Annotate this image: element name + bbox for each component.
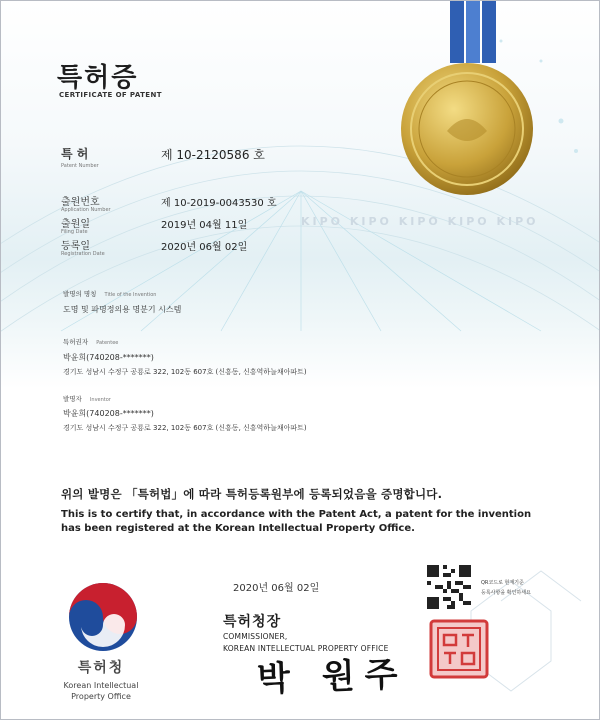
kipo-watermark: KIPO KIPO KIPO KIPO KIPO [301, 215, 539, 228]
filing-date-label: 출원일 [61, 219, 90, 230]
patentee-name: 박윤희(740208-*******) [63, 353, 154, 362]
qr-caption-line-2: 등록사항을 확인하세요 [481, 590, 531, 596]
patentee-label-group [63, 337, 118, 346]
qr-code-icon [427, 565, 471, 609]
inventor-address: 경기도 성남시 수정구 공룡로 322, 102동 607호 (신흥동, 신흥역하늘채아파트) [63, 424, 307, 432]
patentee-label-english: Patentee [96, 340, 119, 346]
kipo-name-english-line-1: Korean Intellectual [63, 681, 139, 690]
invention-label-english: Title of the Invention [104, 292, 157, 298]
invention-label: 발명의 명칭 [63, 290, 97, 298]
official-stamp-icon [429, 619, 489, 679]
patent-number-label-english: Patent Number [61, 163, 99, 169]
inventor-label: 발명자 [63, 395, 82, 403]
registration-date-label: 등록일 [61, 241, 90, 252]
commissioner-title: 특허청장 [223, 614, 282, 630]
application-number-label-english: Application Number [61, 207, 111, 213]
application-number-label: 출원번호 [61, 197, 100, 208]
certificate-title-english: CERTIFICATE OF PATENT [59, 91, 162, 99]
registration-date-label-english: Registration Date [61, 251, 105, 257]
inventor-name: 박윤희(740208-*******) [63, 409, 154, 418]
certification-statement-english-line-2: has been registered at the Korean Intellectual Property Office. [61, 523, 415, 534]
ribbon-middle [466, 1, 480, 63]
kipo-logo-icon [67, 581, 139, 653]
certificate-title: 특허증 [57, 63, 139, 93]
patent-number-value: 제 10-2120586 호 [161, 148, 265, 162]
certification-statement-english-line-1: This is to certify that, in accordance with the Patent Act, a patent for the invention [61, 509, 532, 520]
filing-date-value: 2019년 04월 11일 [161, 220, 248, 231]
patentee-address: 경기도 성남시 수정구 공룡로 322, 102동 607호 (신흥동, 신흥역하늘채아파트) [63, 368, 307, 376]
commissioner-title-english-line-2: KOREAN INTELLECTUAL PROPERTY OFFICE [223, 644, 389, 653]
ribbon-right [482, 1, 496, 63]
ribbon-left [450, 1, 464, 63]
inventor-label-english: Inventor [89, 397, 111, 403]
inventor-label-group [63, 394, 111, 403]
patent-number-label: 특 허 [61, 147, 89, 161]
filing-date-label-english: Filing Date [61, 229, 88, 235]
kipo-name-english-line-2: Property Office [71, 692, 131, 701]
invention-title: 도명 및 파명정의용 명분기 시스템 [63, 305, 182, 314]
qr-caption-line-1: QR코드로 현재기준 [481, 580, 524, 586]
application-number-value: 제 10-2019-0043530 호 [161, 198, 277, 209]
commissioner-signature: 박 원주 [256, 654, 409, 700]
kipo-name-korean: 특허청 [77, 660, 125, 676]
invention-label-group [63, 289, 156, 298]
issue-date: 2020년 06월 02일 [233, 583, 320, 594]
patentee-label: 특허권자 [63, 338, 89, 346]
certification-statement-korean: 위의 발명은 「특허법」에 따라 특허등록원부에 등록되었음을 증명합니다. [61, 487, 443, 501]
gold-seal-icon [397, 59, 537, 199]
registration-date-value: 2020년 06월 02일 [161, 242, 248, 253]
commissioner-title-english-line-1: COMMISSIONER, [223, 632, 288, 641]
